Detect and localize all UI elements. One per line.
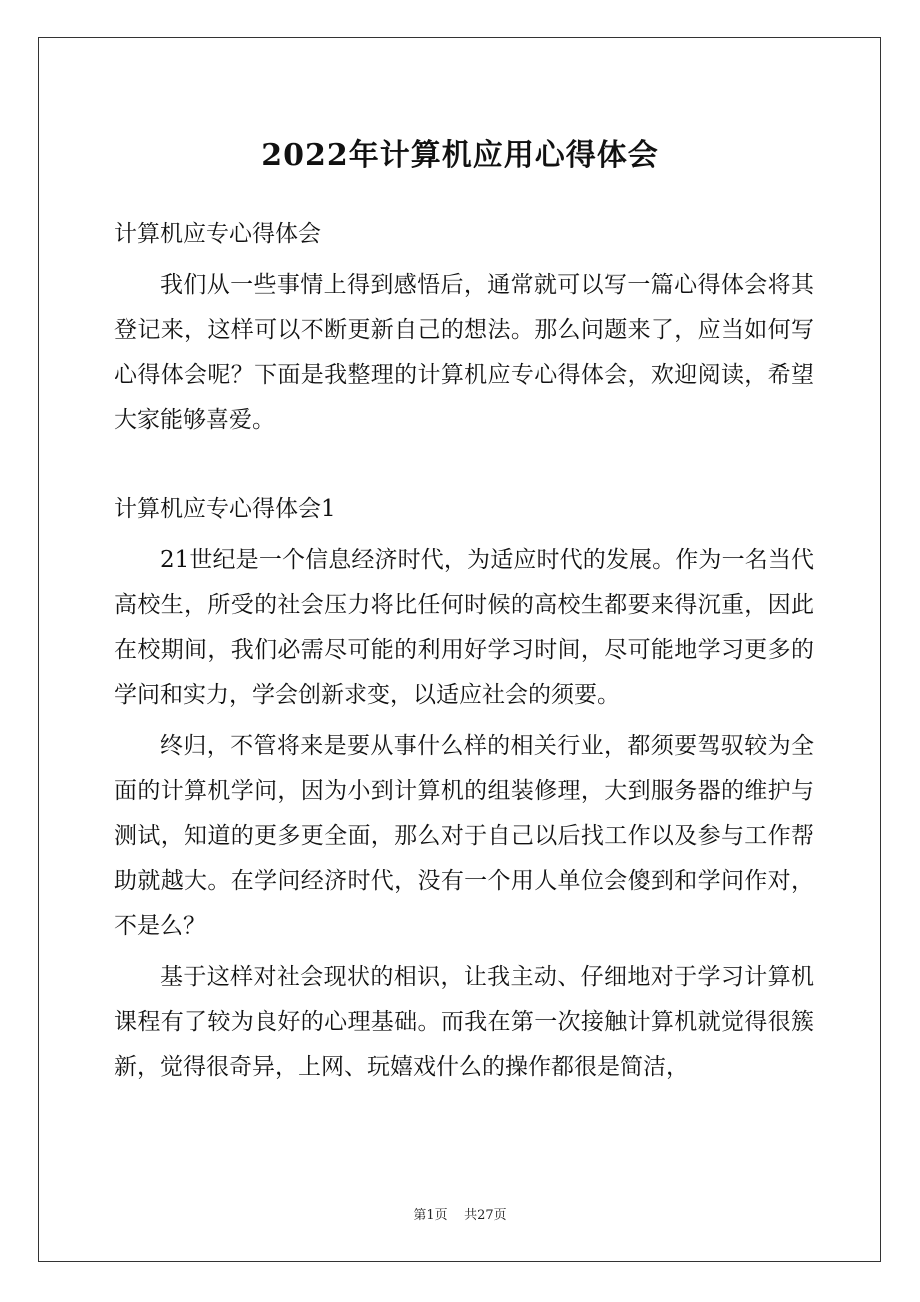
page-number: 第1页 bbox=[413, 1208, 448, 1223]
document-subtitle: 计算机应专心得体会 bbox=[114, 221, 321, 247]
page-footer bbox=[0, 1206, 920, 1226]
body-paragraph-2: 终归，不管将来是要从事什么样的相关行业，都须要驾驭较为全面的计算机学问，因为小到计算机的组装修理，大到服务器的维护与测试，知道的更多更全面，那么对于自己以后找工作以及参与工作帮助就越大。在学问经济时代，没有一个用人单位会傻到和学问作对，不是么？ bbox=[114, 733, 814, 939]
document-body bbox=[114, 212, 814, 1090]
document-title: 2022年计算机应用心得体会 bbox=[261, 138, 659, 174]
body-paragraph-1: 21世纪是一个信息经济时代，为适应时代的发展。作为一名当代高校生，所受的社会压力将比任何时候的高校生都要来得沉重，因此在校期间，我们必需尽可能的利用好学习时间，尽可能地学习更多的学问和实力，学会创新求变，以适应社会的须要。 bbox=[114, 547, 814, 708]
body-paragraph-3: 基于这样对社会现状的相识，让我主动、仔细地对于学习计算机课程有了较为良好的心理基础。而我在第一次接触计算机就觉得很簇新，觉得很奇异，上网、玩嬉戏什么的操作都很是简洁， bbox=[114, 964, 814, 1080]
page-total: 共27页 bbox=[464, 1208, 507, 1223]
section-heading: 计算机应专心得体会1 bbox=[114, 496, 336, 522]
intro-paragraph: 我们从一些事情上得到感悟后，通常就可以写一篇心得体会将其登记来，这样可以不断更新自己的想法。那么问题来了，应当如何写心得体会呢？下面是我整理的计算机应专心得体会，欢迎阅读，希望大家能够喜爱。 bbox=[114, 272, 814, 433]
